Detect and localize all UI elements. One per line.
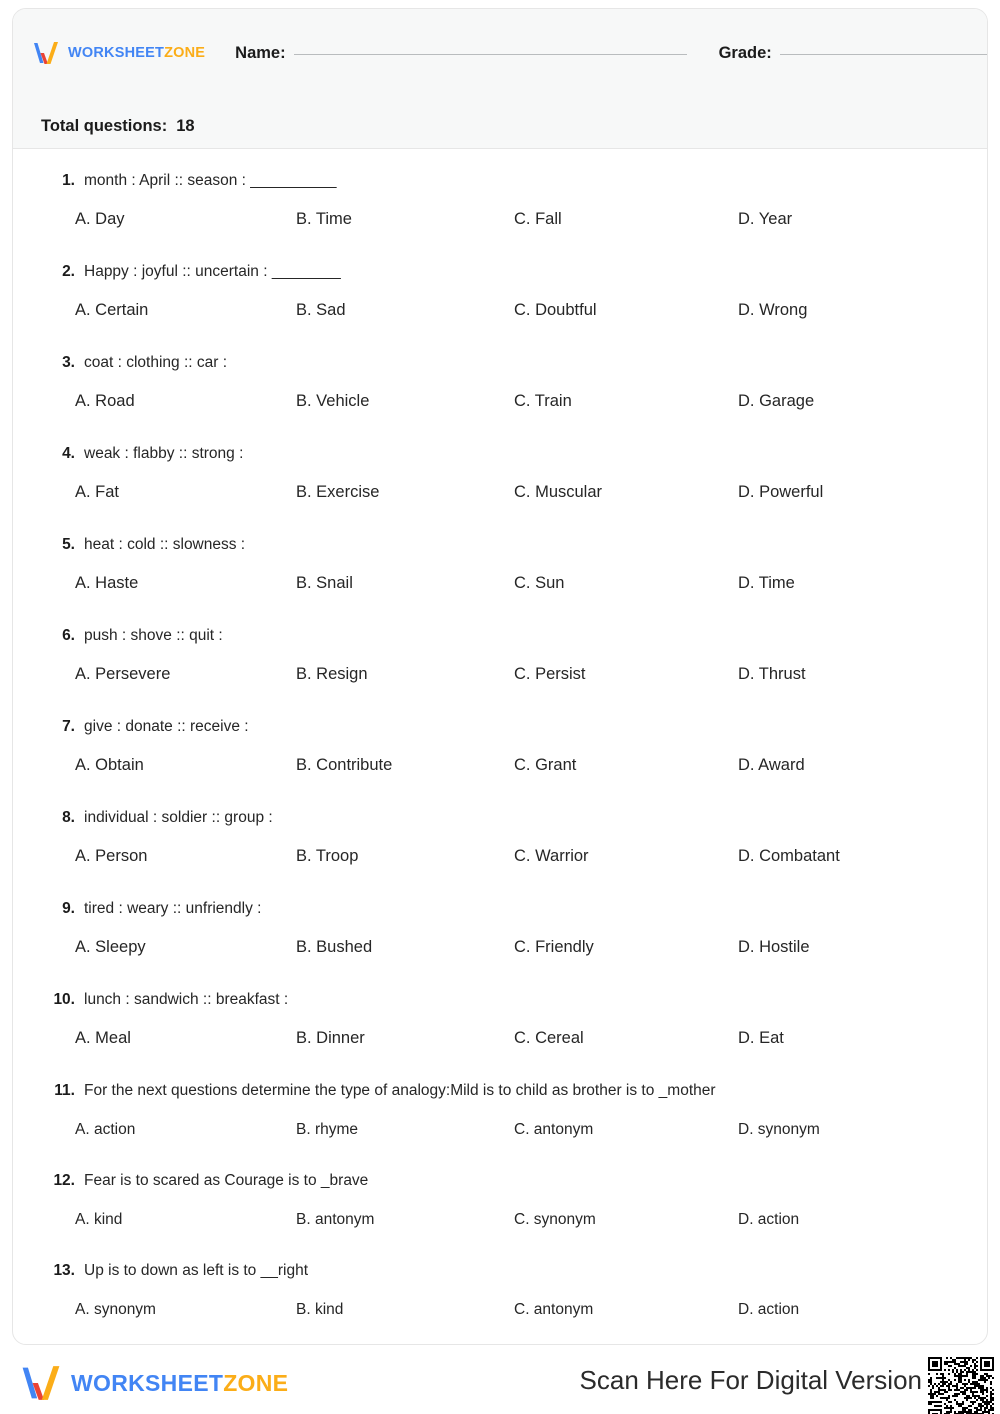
question-line: [13, 628, 987, 644]
question-line: [13, 810, 987, 826]
choice-option[interactable]: D. Hostile: [738, 937, 810, 956]
question-block: [13, 1083, 987, 1137]
choice-option[interactable]: A. kind: [75, 1210, 123, 1228]
choice-option[interactable]: B. antonym: [296, 1210, 375, 1228]
choice-option[interactable]: A. Fat: [75, 482, 120, 501]
choice-option[interactable]: A. Day: [75, 209, 125, 228]
question-block: [13, 173, 987, 227]
choice-option[interactable]: B. Resign: [296, 664, 368, 683]
question-line: [13, 1083, 987, 1099]
worksheet-card: [12, 8, 988, 1345]
question-text: Happy : joyful :: uncertain : ________: [84, 263, 341, 280]
choice-option[interactable]: A. Person: [75, 846, 148, 865]
question-number: 9.: [62, 900, 75, 917]
question-text: push : shove :: quit :: [84, 627, 223, 644]
question-text: heat : cold :: slowness :: [84, 536, 246, 553]
total-questions: [41, 117, 195, 136]
choice-option[interactable]: C. Doubtful: [514, 300, 597, 319]
choice-option[interactable]: A. Obtain: [75, 755, 144, 774]
choice-option[interactable]: D. Powerful: [738, 482, 824, 501]
question-number: 2.: [62, 263, 75, 280]
choice-option[interactable]: B. Dinner: [296, 1028, 365, 1047]
choice-row: [13, 1212, 987, 1228]
question-number: 10.: [53, 991, 75, 1008]
scan-prompt-text: Scan Here For Digital Version: [579, 1365, 922, 1395]
question-line: [13, 992, 987, 1008]
question-block: [13, 1263, 987, 1317]
worksheet-footer: [0, 1353, 1000, 1414]
choice-option[interactable]: B. Time: [296, 209, 352, 228]
choice-option[interactable]: B. Vehicle: [296, 391, 370, 410]
brand-word-zone: ZONE: [164, 45, 206, 61]
question-number: 5.: [62, 536, 75, 553]
questions-list: [13, 149, 987, 1345]
question-number: 1.: [62, 172, 75, 189]
choice-option[interactable]: D. Garage: [738, 391, 815, 410]
brand-word-worksheet-footer: WORKSHEET: [71, 1369, 224, 1396]
choice-option[interactable]: A. Persevere: [75, 664, 171, 683]
choice-option[interactable]: B. Snail: [296, 573, 353, 592]
choice-option[interactable]: B. Troop: [296, 846, 359, 865]
choice-row: [13, 848, 987, 865]
choice-row: [13, 575, 987, 592]
choice-option[interactable]: D. Combatant: [738, 846, 840, 865]
worksheet-zone-logo-icon: [31, 39, 61, 67]
grade-field[interactable]: [719, 44, 988, 63]
choice-option[interactable]: C. Muscular: [514, 482, 603, 501]
total-questions-label: Total questions:: [41, 117, 168, 135]
question-block: [13, 628, 987, 682]
choice-option[interactable]: D. Thrust: [738, 664, 806, 683]
choice-option[interactable]: B. Contribute: [296, 755, 393, 774]
choice-option[interactable]: D. Award: [738, 755, 805, 774]
question-text: For the next questions determine the type of analogy:Mild is to child as brother is to _mother: [84, 1082, 716, 1099]
name-write-line[interactable]: [294, 54, 687, 55]
question-text: weak : flabby :: strong :: [84, 445, 244, 462]
question-text: individual : soldier :: group :: [84, 809, 273, 826]
choice-row: [13, 1302, 987, 1318]
brand-logo-footer: [18, 1361, 288, 1405]
choice-option[interactable]: D. action: [738, 1300, 800, 1318]
choice-row: [13, 484, 987, 501]
choice-option[interactable]: D. action: [738, 1210, 800, 1228]
question-text: coat : clothing :: car :: [84, 354, 228, 371]
worksheet-header: [13, 9, 987, 149]
choice-option[interactable]: A. Certain: [75, 300, 149, 319]
question-text: Up is to down as left is to __right: [84, 1262, 309, 1279]
choice-row: [13, 393, 987, 410]
choice-option[interactable]: D. Year: [738, 209, 793, 228]
name-label: Name:: [235, 43, 286, 62]
choice-option[interactable]: C. Grant: [514, 755, 577, 774]
question-number: 8.: [62, 809, 75, 826]
question-text: tired : weary :: unfriendly :: [84, 900, 262, 917]
choice-option[interactable]: C. Fall: [514, 209, 562, 228]
question-line: [13, 719, 987, 735]
choice-row: [13, 939, 987, 956]
question-block: [13, 1173, 987, 1227]
qr-code-graphic: [928, 1357, 994, 1414]
brand-wordmark-footer: [71, 1370, 288, 1397]
question-text: month : April :: season : __________: [84, 172, 337, 189]
header-row: [31, 31, 969, 75]
choice-option[interactable]: D. synonym: [738, 1120, 820, 1138]
choice-row: [13, 1030, 987, 1047]
question-line: [13, 537, 987, 553]
choice-option[interactable]: B. rhyme: [296, 1120, 359, 1138]
choice-option[interactable]: B. Exercise: [296, 482, 380, 501]
question-line: [13, 264, 987, 280]
choice-option[interactable]: B. kind: [296, 1300, 344, 1318]
question-line: [13, 173, 987, 189]
total-questions-value: 18: [176, 117, 195, 135]
choice-row: [13, 666, 987, 683]
question-number: 3.: [62, 354, 75, 371]
question-block: [13, 901, 987, 955]
choice-option[interactable]: C. Friendly: [514, 937, 594, 956]
question-text: lunch : sandwich :: breakfast :: [84, 991, 289, 1008]
question-block: [13, 264, 987, 318]
qr-code-icon[interactable]: [928, 1357, 994, 1414]
question-line: [13, 1173, 987, 1189]
question-block: [13, 355, 987, 409]
choice-row: [13, 302, 987, 319]
question-line: [13, 1263, 987, 1279]
question-number: 11.: [54, 1082, 75, 1099]
choice-option[interactable]: A. synonym: [75, 1300, 156, 1318]
question-number: 4.: [62, 445, 75, 462]
choice-option[interactable]: C. Sun: [514, 573, 565, 592]
name-field[interactable]: [235, 44, 686, 63]
question-text: Fear is to scared as Courage is to _brave: [84, 1172, 369, 1189]
worksheet-zone-logo-icon-footer: [18, 1361, 64, 1405]
question-block: [13, 719, 987, 773]
question-block: [13, 537, 987, 591]
choice-option[interactable]: B. Sad: [296, 300, 346, 319]
choice-option[interactable]: D. Eat: [738, 1028, 784, 1047]
choice-option[interactable]: A. Meal: [75, 1028, 131, 1047]
brand-word-worksheet: WORKSHEET: [68, 45, 165, 61]
choice-option[interactable]: C. Cereal: [514, 1028, 584, 1047]
question-block: [13, 992, 987, 1046]
choice-option[interactable]: B. Bushed: [296, 937, 373, 956]
question-text: give : donate :: receive :: [84, 718, 249, 735]
choice-option[interactable]: A. Sleepy: [75, 937, 146, 956]
grade-label: Grade:: [718, 43, 772, 62]
choice-option[interactable]: C. Persist: [514, 664, 586, 683]
choice-option[interactable]: A. Haste: [75, 573, 139, 592]
brand-logo-header: [31, 39, 205, 67]
grade-write-line[interactable]: [780, 54, 988, 55]
question-block: [13, 810, 987, 864]
choice-option[interactable]: C. Train: [514, 391, 572, 410]
question-number: 6.: [62, 627, 75, 644]
choice-option[interactable]: C. antonym: [514, 1120, 594, 1138]
question-number: 13.: [53, 1262, 75, 1279]
question-block: [13, 446, 987, 500]
choice-option[interactable]: D. Wrong: [738, 300, 808, 319]
question-line: [13, 446, 987, 462]
choice-option[interactable]: C. antonym: [514, 1300, 594, 1318]
choice-row: [13, 757, 987, 774]
choice-row: [13, 1122, 987, 1138]
choice-option[interactable]: A. action: [75, 1120, 136, 1138]
question-line: [13, 355, 987, 371]
choice-option[interactable]: D. Time: [738, 573, 795, 592]
question-number: 7.: [62, 718, 75, 735]
brand-wordmark-header: [68, 45, 205, 61]
choice-option[interactable]: C. Warrior: [514, 846, 589, 865]
question-number: 12.: [53, 1172, 75, 1189]
choice-option[interactable]: A. Road: [75, 391, 135, 410]
choice-option[interactable]: C. synonym: [514, 1210, 596, 1228]
brand-word-zone-footer: ZONE: [223, 1369, 289, 1396]
choice-row: [13, 211, 987, 228]
question-line: [13, 901, 987, 917]
